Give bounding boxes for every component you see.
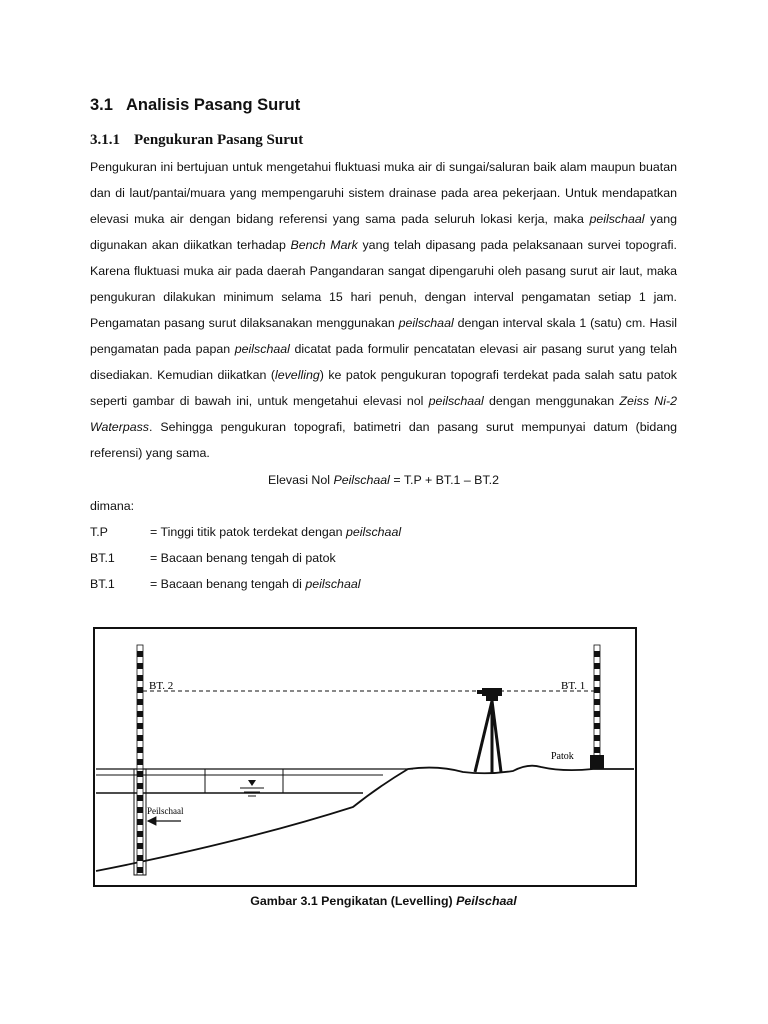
label-peilschaal: Peilschaal bbox=[147, 806, 184, 816]
paragraph-text: . Sehingga pengukuran topografi, batimetri dan pasang surut mempunyai datum (bidang referensi) yang sama. bbox=[90, 420, 677, 460]
paragraph-italic: levelling bbox=[274, 368, 320, 382]
paragraph-text: yang telah dipasang pada pelaksanaan survei topografi. Karena fluktuasi muka air pada daerah Pangandaran sangat dipengaruhi oleh pasang surut air laut, maka pengukuran dilakukan minimum selama 15 hari penuh, dengan interval pengamatan setiap 1 jam. Pengamatan pasang surut dilaksanakan menggunakan bbox=[90, 238, 677, 330]
definition-italic: peilschaal bbox=[305, 577, 361, 591]
label-bt2: BT. 2 bbox=[149, 680, 174, 692]
patok-staff bbox=[594, 645, 600, 763]
paragraph-text: yang digunakan akan diikatkan terhadap bbox=[90, 212, 677, 252]
paragraph-italic: peilschaal bbox=[234, 342, 290, 356]
peilschaal-staff bbox=[137, 645, 143, 875]
paragraph-text: dengan interval skala 1 (satu) cm. Hasil pengamatan pada papan bbox=[90, 316, 677, 356]
definition-desc: = Tinggi titik patok terdekat dengan bbox=[150, 525, 346, 539]
paragraph-italic: peilschaal bbox=[589, 212, 645, 226]
definition-term: BT.1 bbox=[90, 551, 115, 565]
subsection-title: Pengukuran Pasang Surut bbox=[134, 132, 304, 148]
definition-row bbox=[90, 571, 360, 597]
caption-italic: Peilschaal bbox=[456, 894, 517, 908]
waterpass-base bbox=[486, 696, 498, 701]
paragraph-text: ) ke patok pengukuran topografi terdekat pada salah satu patok seperti gambar di bawah ini, untuk mengetahui elevasi nol bbox=[90, 368, 677, 408]
definition-term: BT.1 bbox=[90, 577, 115, 591]
patok-marker bbox=[590, 755, 604, 769]
levelling-diagram bbox=[93, 627, 637, 887]
definition-desc: = Bacaan benang tengah di patok bbox=[150, 551, 336, 565]
paragraph-text: dicatat pada formulir pencatatan elevasi air pasang surut yang telah disediakan. Kemudian diikatkan ( bbox=[90, 342, 677, 382]
figure-caption bbox=[90, 894, 677, 908]
waterpass-instrument bbox=[477, 690, 483, 694]
subsection-number: 3.1.1 bbox=[90, 132, 120, 148]
paragraph-text: Pengukuran ini bertujuan untuk mengetahui fluktuasi muka air di sungai/saluran baik alam maupun buatan dan di laut/pantai/muara yang mempengaruhi sistem drainase pada area pekerjaan. Untuk mendapatkan elevasi muka air dengan bidang referensi yang sama pada seluruh lokasi kerja, maka bbox=[90, 160, 677, 226]
section-heading bbox=[90, 96, 300, 115]
label-bt1: BT. 1 bbox=[561, 680, 586, 692]
paragraph-italic: peilschaal bbox=[398, 316, 454, 330]
body-paragraph bbox=[90, 154, 677, 466]
definition-row bbox=[90, 519, 401, 545]
formula-rhs: = T.P + BT.1 – BT.2 bbox=[389, 473, 499, 487]
definition-term: T.P bbox=[90, 525, 108, 539]
waterpass-instrument bbox=[482, 688, 502, 696]
paragraph-italic: Bench Mark bbox=[290, 238, 358, 252]
section-title: Analisis Pasang Surut bbox=[126, 96, 301, 114]
subsection-heading bbox=[90, 132, 303, 149]
label-patok: Patok bbox=[551, 751, 574, 762]
definition-row bbox=[90, 545, 336, 571]
definition-italic: peilschaal bbox=[345, 525, 402, 539]
dimana-label: dimana: bbox=[90, 499, 135, 513]
section-number: 3.1 bbox=[90, 96, 113, 114]
paragraph-italic: peilschaal bbox=[428, 394, 484, 408]
paragraph-italic: Zeiss Ni-2 Waterpass bbox=[90, 394, 677, 434]
paragraph-text: dengan menggunakan bbox=[483, 394, 620, 408]
formula-lhs: Elevasi Nol bbox=[268, 473, 334, 487]
formula-lhs-italic: Peilschaal bbox=[333, 473, 390, 487]
formula bbox=[90, 467, 677, 493]
caption-text: Gambar 3.1 Pengikatan (Levelling) bbox=[250, 894, 457, 908]
definition-desc: = Bacaan benang tengah di bbox=[150, 577, 306, 591]
